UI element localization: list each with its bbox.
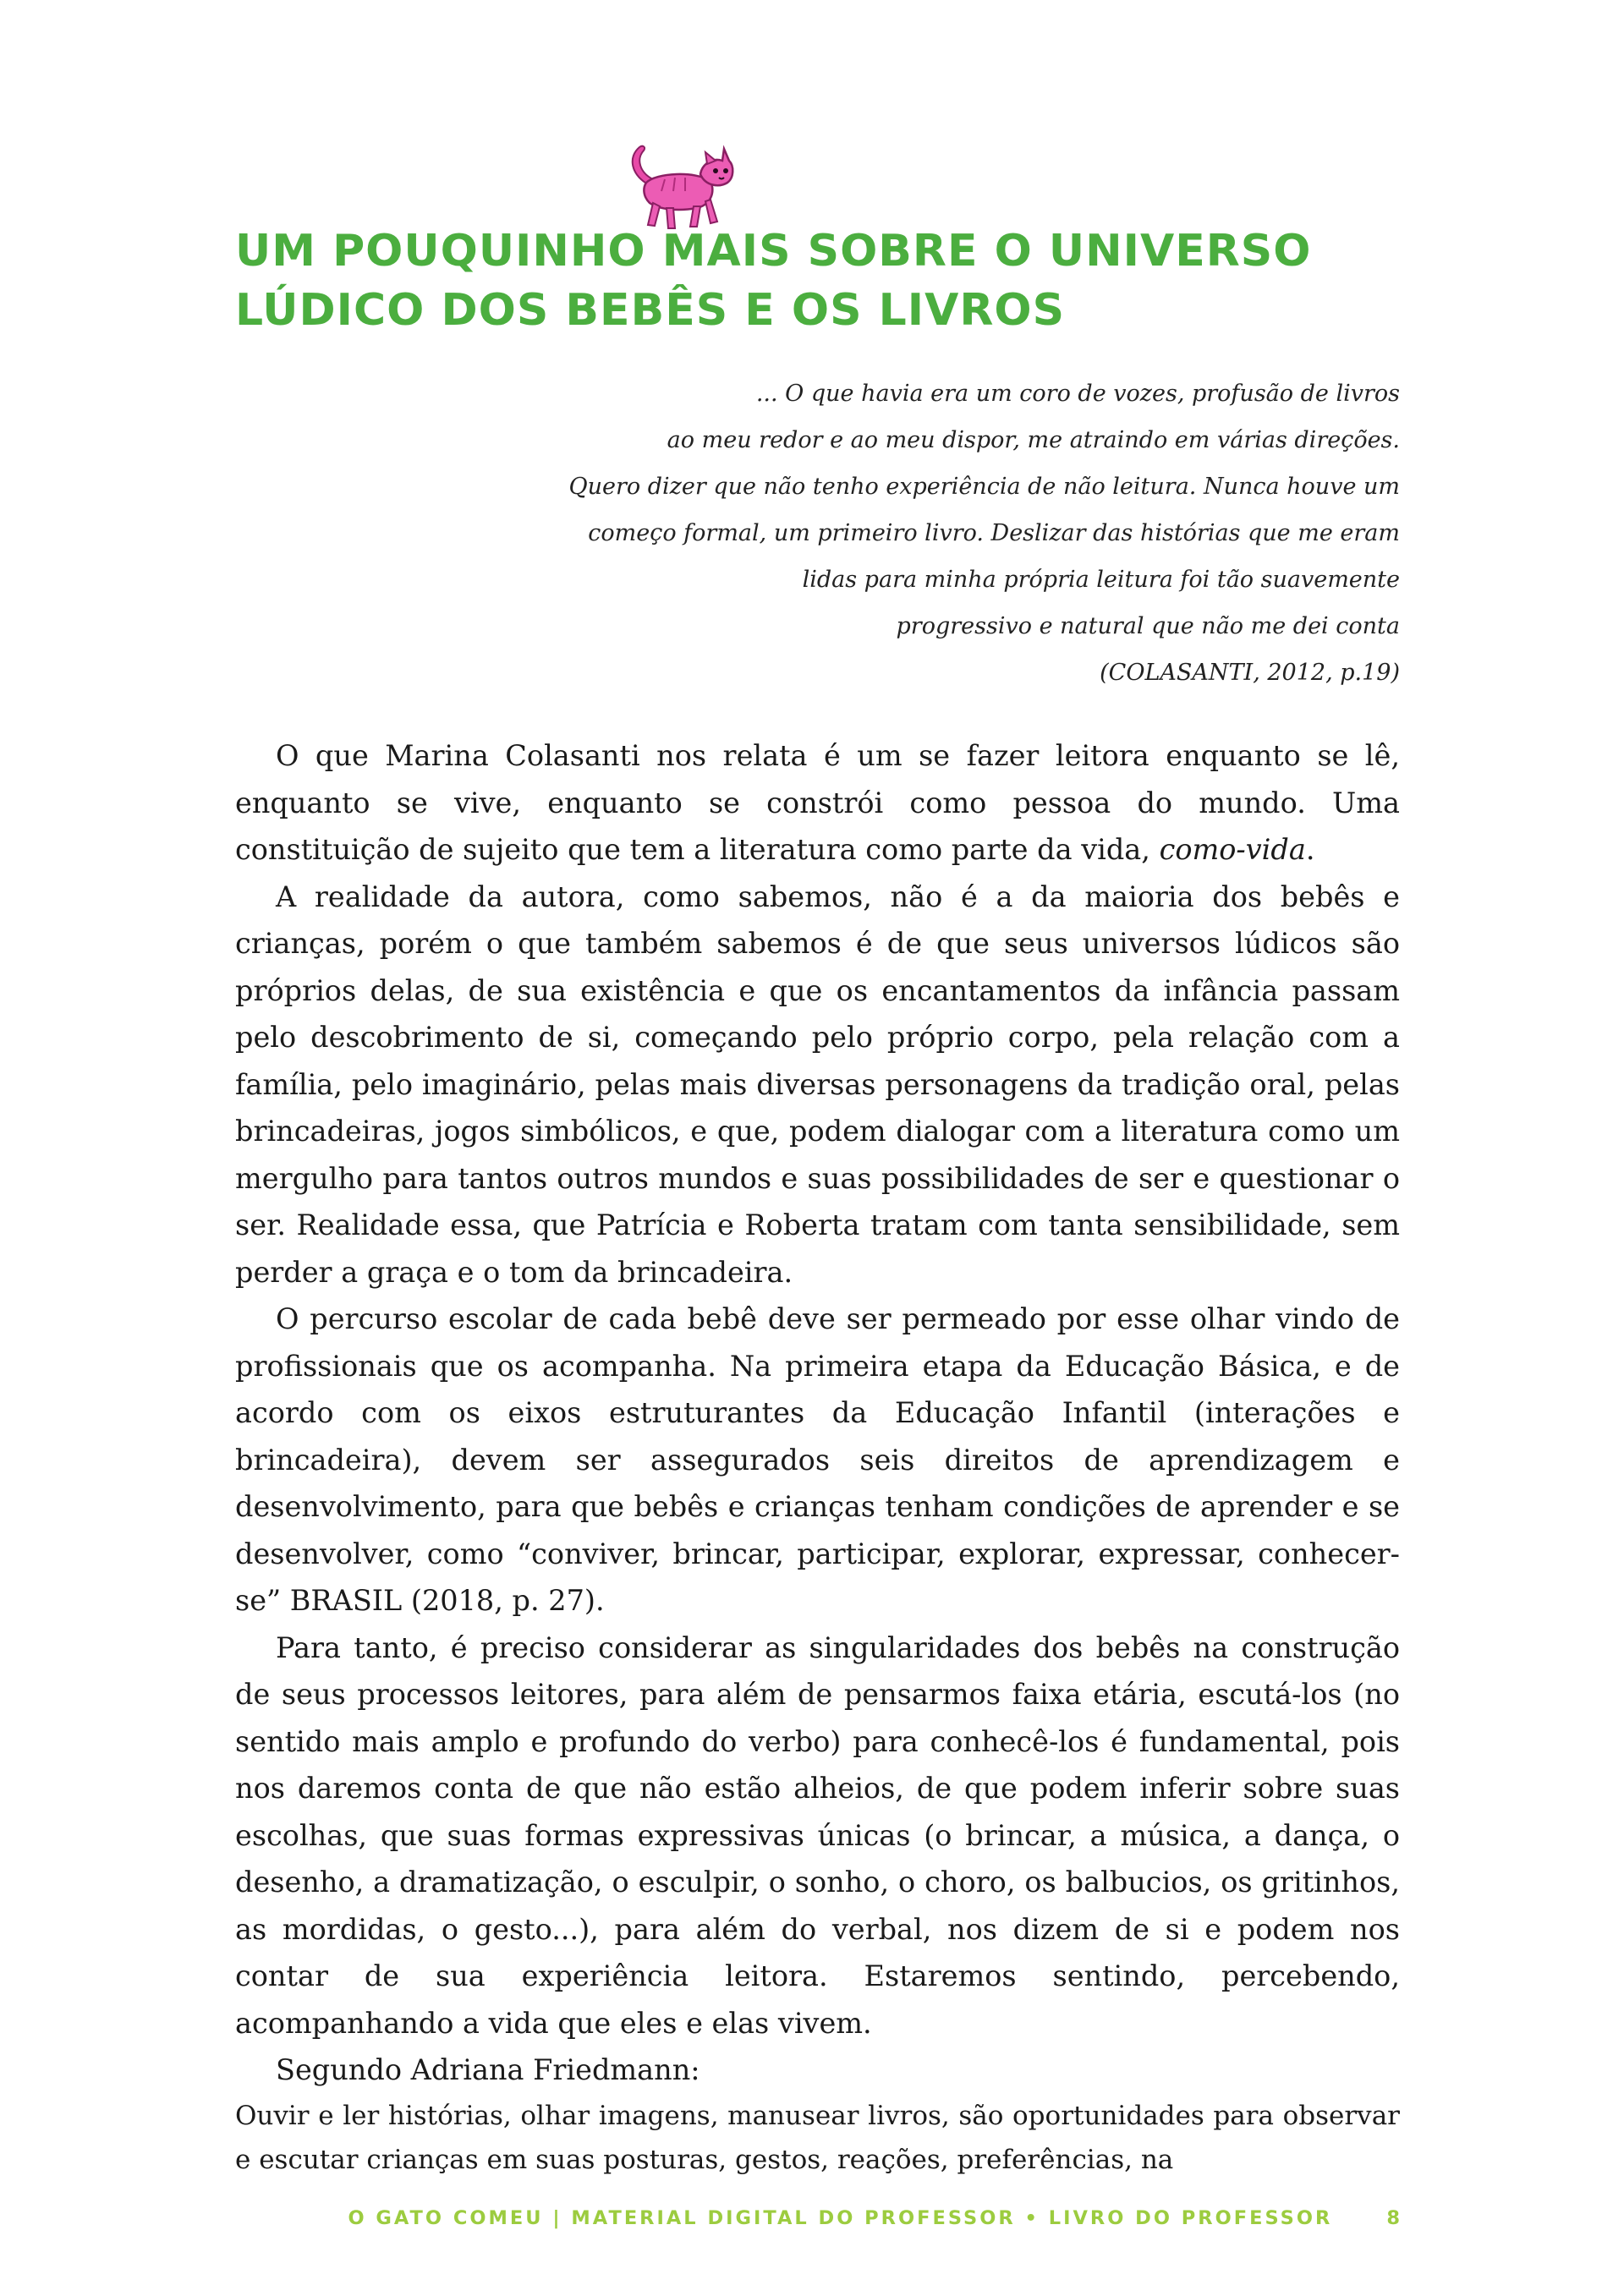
epigraph-line: Quero dizer que não tenho experiência de não leitura. Nunca houve um [568,474,1400,500]
pink-cat-icon [623,140,738,233]
epigraph-line: começo formal, um primeiro livro. Deslizar das histórias que me eram [588,520,1400,546]
paragraph-1 [235,732,1400,874]
epigraph-line: lidas para minha própria leitura foi tão suavemente [802,567,1400,593]
block-quote: Ouvir e ler histórias, olhar imagens, manusear livros, são oportunidades para observar e escutar crianças em suas posturas, gestos, reações, preferências, na [235,2100,1400,2175]
epigraph-citation: (COLASANTI, 2012, p.19) [1100,660,1400,686]
paragraph-2: A realidade da autora, como sabemos, não é a da maioria dos bebês e crianças, porém o que também sabemos é de que seus universos lúdicos são próprios delas, de sua existência e que os encantamentos da infância passam pelo descobrimento de si, começando pelo próprio corpo, pela relação com a família, pelo imaginário, pelas mais diversas personagens da tradição oral, pelas brincadeiras, jogos simbólicos, e que, podem dialogar com a literatura como um mergulho para tantos outros mundos e suas possibilidades de ser e questionar o ser. Realidade essa, que Patrícia e Roberta tratam com tanta sensibilidade, sem perder a graça e o tom da brincadeira. [235,879,1400,1289]
body-text [235,732,1400,2182]
epigraph-line: ... O que havia era um coro de vozes, profusão de livros [755,381,1400,407]
paragraph-5: Segundo Adriana Friedmann: [276,2053,700,2086]
footer-title: O GATO COMEU | MATERIAL DIGITAL DO PROFESSOR • LIVRO DO PROFESSOR [348,2207,1333,2229]
paragraph-4: Para tanto, é preciso considerar as singularidades dos bebês na construção de seus processos leitores, para além de pensarmos faixa etária, escutá-los (no sentido mais amplo e profundo do verbo) para conhecê-los é fundamental, pois nos daremos conta de que não estão alheios, de que podem inferir sobre suas escolhas, que suas formas expressivas únicas (o brincar, a música, a dança, o desenho, a dramatização, o esculpir, o sonho, o choro, os balbucios, os gritinhos, as mordidas, o gesto...), para além do verbal, nos dizem de si e podem nos contar de sua experiência leitora. Estaremos sentindo, percebendo, acompanhando a vida que eles e elas vivem. [235,1630,1400,2040]
heading-line-2: LÚDICO DOS BEBÊS E OS LIVROS [235,285,1066,336]
paragraph-1-end: . [1305,833,1315,866]
heading-line-1: UM POUQUINHO MAIS SOBRE O UNIVERSO [235,226,1312,277]
page-footer [0,2207,1400,2229]
epigraph-quote [508,370,1400,696]
paragraph-1-text: O que Marina Colasanti nos relata é um se fazer leitora enquanto se lê, enquanto se vive, enquanto se constrói como pessoa do mundo. Uma constituição de sujeito que tem a literatura como parte da vida, [235,739,1400,866]
section-heading [235,222,1419,340]
paragraph-3: O percurso escolar de cada bebê deve ser permeado por esse olhar vindo de profissionais que os acompanha. Na primeira etapa da Educação Básica, e de acordo com os eixos estruturantes da Educação Infantil (interações e brincadeira), devem ser assegurados seis direitos de aprendizagem e desenvolvimento, para que bebês e crianças tenham condições de aprender e se desenvolver, como “conviver, brincar, participar, explorar, expressar, conhecer-se” BRASIL (2018, p. 27). [235,1302,1400,1617]
epigraph-line: progressivo e natural que não me dei conta [896,613,1400,639]
epigraph-line: ao meu redor e ao meu dispor, me atraindo em várias direções. [667,427,1400,453]
emphasis-como-vida: como-vida [1159,833,1306,866]
page-number: 8 [1386,2207,1400,2229]
